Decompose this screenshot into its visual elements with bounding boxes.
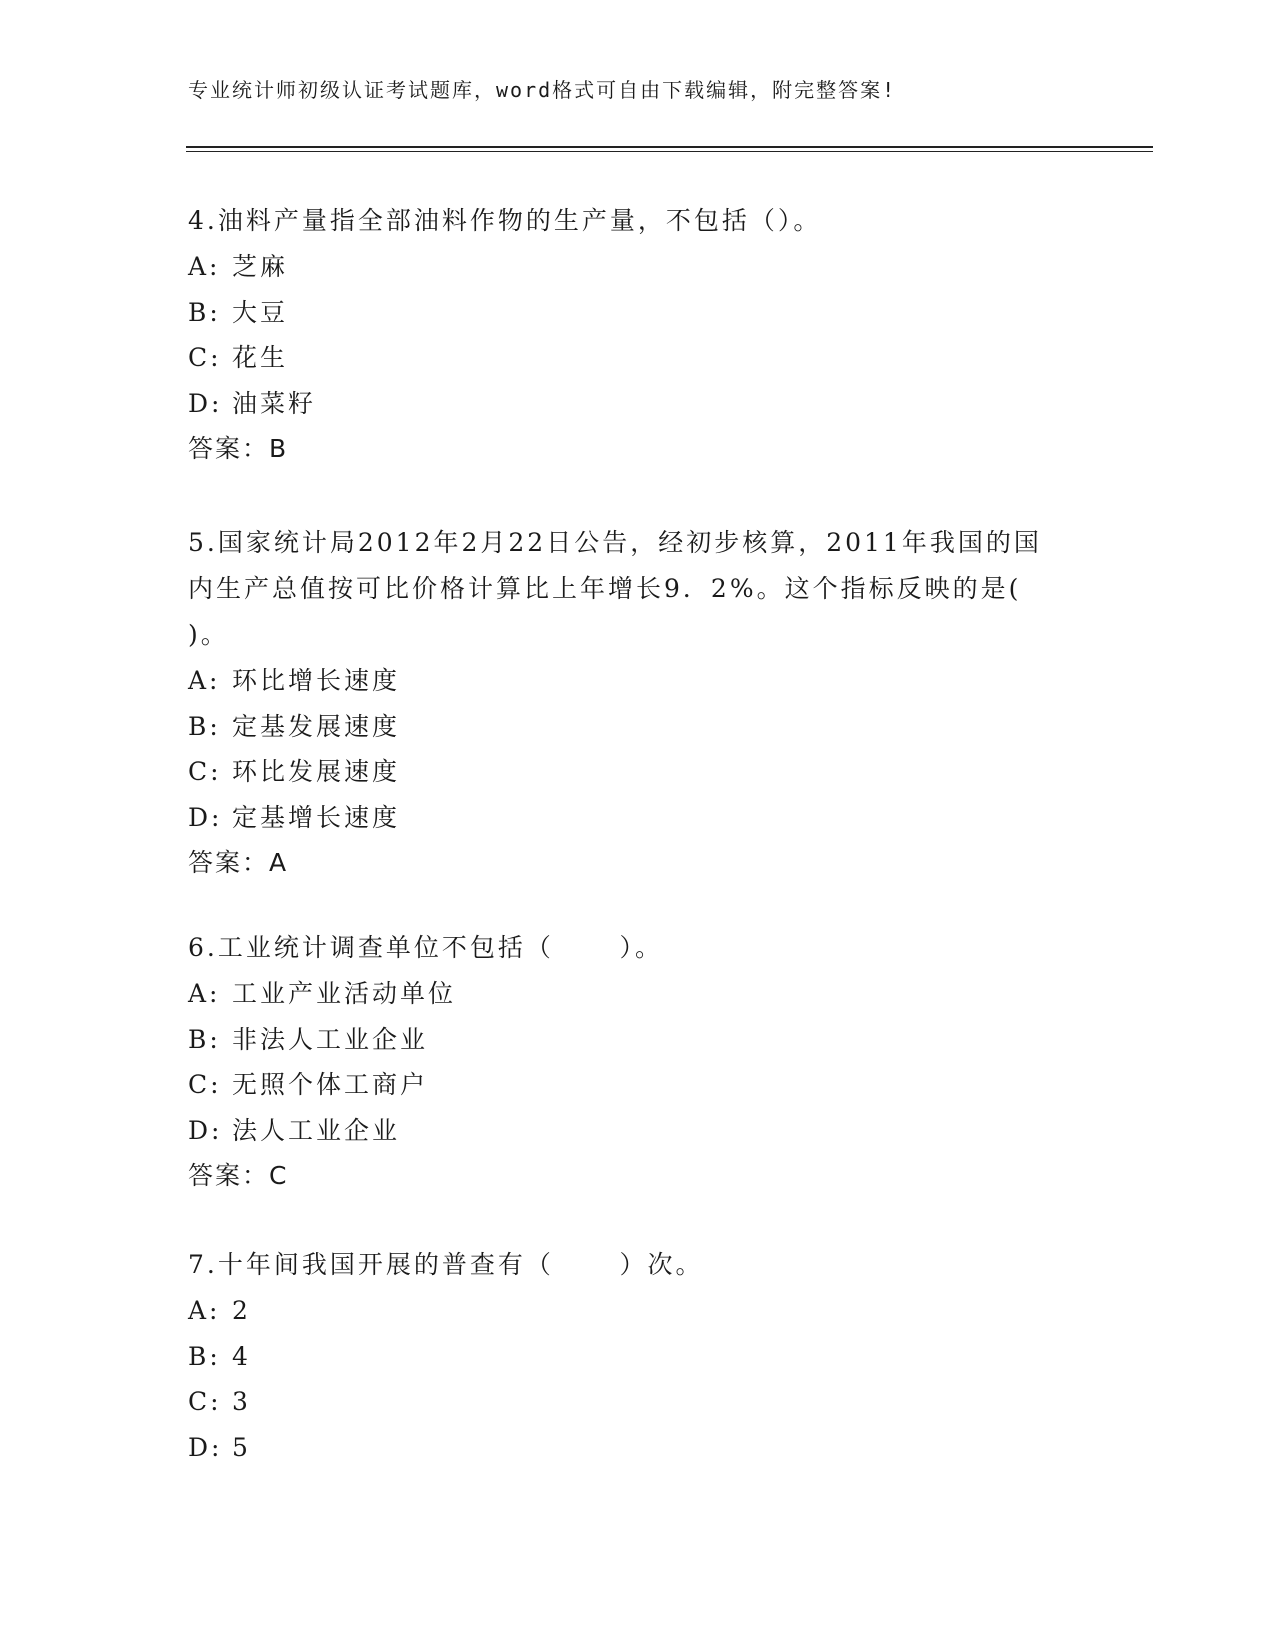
option-text: 法人工业企业 (232, 1115, 401, 1145)
question-stem: 7.十年间我国开展的普查有（ ）次。 (188, 1250, 704, 1279)
option-d (188, 795, 1048, 841)
option-c (188, 749, 1048, 795)
option-label: D: (188, 1115, 223, 1145)
option-text: 2 (232, 1296, 251, 1325)
question-stem: 6.工业统计调查单位不包括（ ）。 (188, 933, 664, 962)
question-stem: 4.油料产量指全部油料作物的生产量，不包括（）。 (188, 206, 822, 235)
option-a (188, 244, 1088, 290)
question-6 (188, 925, 1088, 1199)
option-c (188, 1379, 1088, 1425)
option-label: A: (188, 252, 221, 281)
option-text: 定基增长速度 (232, 802, 401, 832)
option-text: 花生 (232, 343, 289, 372)
header-rule-thin (186, 151, 1153, 152)
option-b (188, 1017, 1088, 1063)
question-5 (188, 520, 1077, 886)
option-label: A: (188, 1296, 221, 1325)
option-label: B: (188, 1341, 221, 1371)
option-label: C: (188, 1070, 222, 1099)
option-text: 非法人工业企业 (232, 1024, 429, 1054)
question-stem: 5.国家统计局2012年2月22日公告，经初步核算，2011年我国的国内生产总值按可比价格计算比上年增长9．2%。这个指标反映的是( )。 (188, 528, 1077, 649)
option-c (188, 1062, 1088, 1108)
option-label: C: (188, 757, 222, 786)
option-text: 工业产业活动单位 (232, 979, 457, 1008)
option-label: C: (188, 343, 222, 372)
option-label: C: (188, 1387, 222, 1416)
option-label: A: (188, 666, 221, 695)
option-text: 5 (232, 1432, 251, 1462)
option-text: 大豆 (232, 297, 289, 327)
option-c (188, 335, 1088, 381)
option-label: B: (188, 711, 221, 741)
option-text: 4 (232, 1341, 251, 1371)
option-text: 环比发展速度 (232, 757, 401, 786)
option-d (188, 381, 1088, 427)
option-text: 油菜籽 (232, 388, 317, 418)
option-d (188, 1108, 1088, 1154)
option-a (188, 1288, 1088, 1334)
header-rule (186, 146, 1153, 148)
option-text: 芝麻 (232, 252, 289, 281)
option-b (188, 290, 1088, 336)
option-b (188, 704, 1048, 750)
option-label: D: (188, 388, 223, 418)
option-label: B: (188, 297, 221, 327)
option-label: D: (188, 1432, 223, 1462)
question-4 (188, 198, 1088, 472)
option-a (188, 971, 1088, 1017)
option-text: 定基发展速度 (232, 711, 401, 741)
option-label: D: (188, 802, 223, 832)
question-7 (188, 1242, 1088, 1470)
option-b (188, 1334, 1088, 1380)
option-text: 环比增长速度 (232, 666, 401, 695)
option-label: A: (188, 979, 221, 1008)
option-text: 3 (232, 1387, 251, 1416)
answer: 答案：C (188, 1161, 289, 1190)
option-a (188, 658, 1048, 704)
answer: 答案：A (188, 848, 289, 877)
answer: 答案：B (188, 434, 289, 463)
document-header: 专业统计师初级认证考试题库，word格式可自由下载编辑，附完整答案! (188, 78, 897, 102)
option-label: B: (188, 1024, 221, 1054)
option-d (188, 1425, 1088, 1471)
option-text: 无照个体工商户 (232, 1070, 429, 1099)
